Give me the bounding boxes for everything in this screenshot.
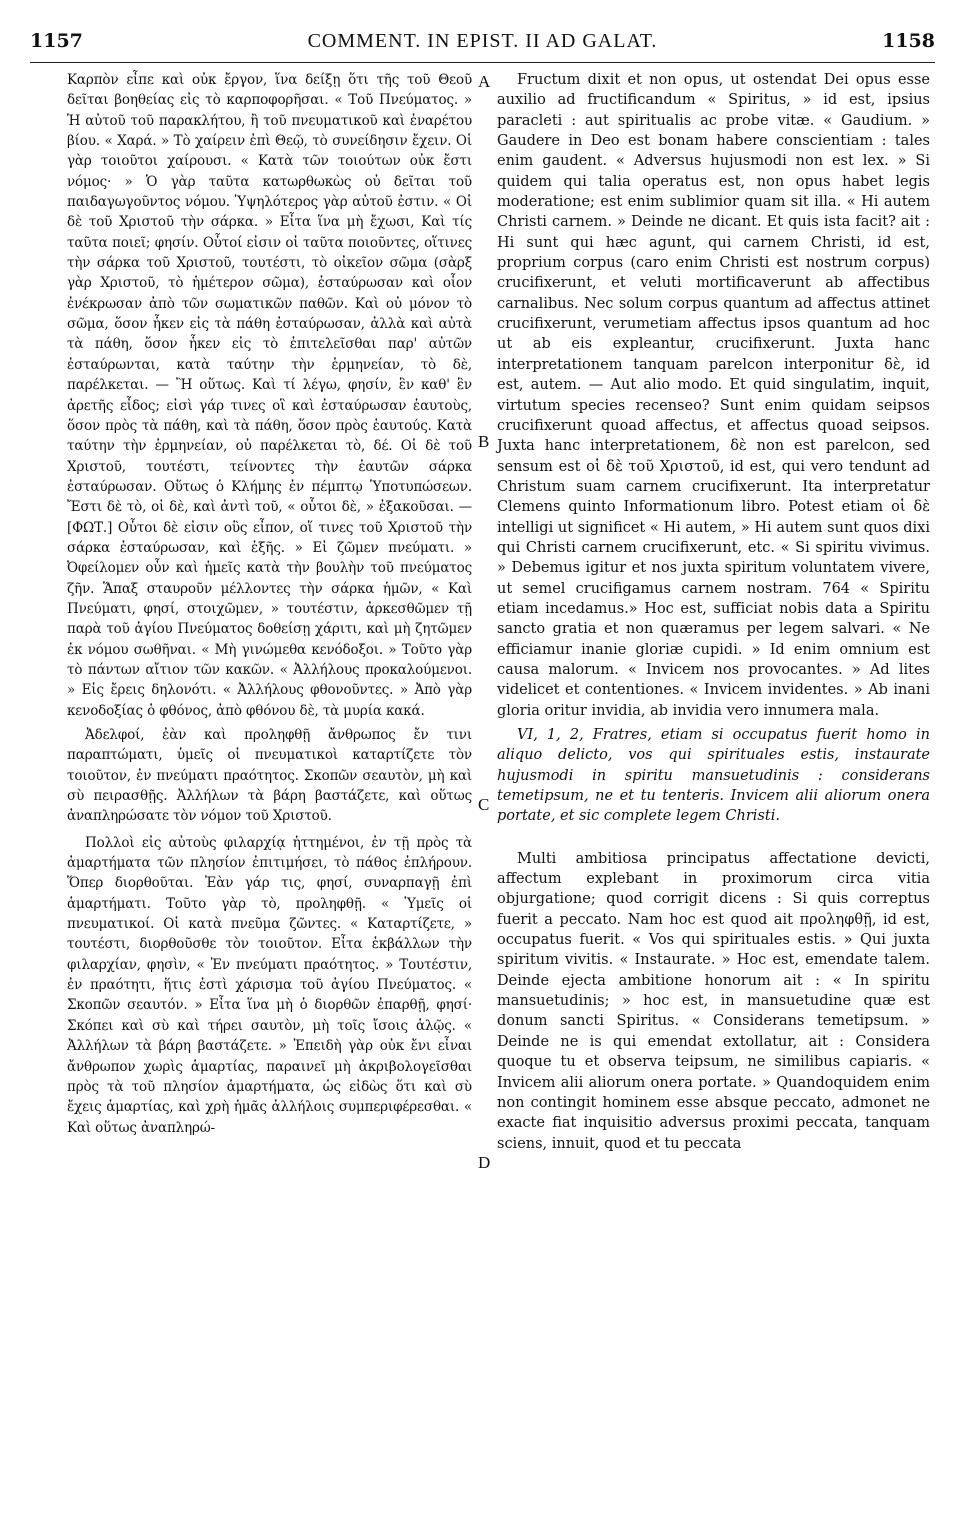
latin-column [497,70,930,1154]
latin-verse-text: VI, 1, 2, Fratres, etiam si occupatus fuerit homo in aliquo delicto, vos qui spirituales estis, instaurate hujusmodi in spiritu mansuetudinis : considerans temetipsum, ne et tu tenteris. Invicem alii aliorum onera portate, et sic complete legem Christi. [497,727,930,825]
header-rule [30,62,935,63]
greek-column [67,70,472,1138]
page-number-right: 1158 [882,30,935,52]
latin-paragraph-1: Fructum dixit et non opus, ut ostendat Dei opus esse auxilio ad fructificandum « Spiritus, » id est, ipsius paracleti : aut spiritualis ac probe vitæ. « Gaudium. » Gaudere in Deo est bonam habere conscientiam : tales enim gaudent. « Adversus hujusmodi non est lex. » Si quidem qui talia operatus est, non opus habet legis moderatione; est enim sublimior quam sit illa. « Hi autem Christi carnem. » Deinde ne dicant. Et quis ista facit? ait : Hi sunt qui hæc agunt, qui carnem Christi, id est, proprium corpus (caro enim Christi est nostrum corpus) crucifixerunt, et veluti mortificaverunt ab affectibus carnalibus. Nec solum corpus quantum ad affectus attinet crucifixerunt, verumetiam affectus ipsos quantum ad hoc ut ab eis expleantur, crucifixerunt. Juxta hanc interpretationem tanquam parelcon interponitur δὲ, id est, autem. — Aut alio modo. Et quid singulatim, inquit, virtutum species recenseo? Sunt enim quidam seipsos crucifixerunt quoad affectus, et affectus quoad seipsos. Juxta hanc interpretationem, δὲ non est parelcon, sed sensum est οἱ δὲ τοῦ Χριστοῦ, id est, qui vero tendunt ad Christum suam carnem crucifixerunt. Ita interpretatur Clemens quinto Informationum libro. Potest etiam οἱ δὲ intelligi ut significet « Hi autem, » Hi autem sunt quos dixi qui Christi carnem crucifixerunt, etc. « Si spiritu vivimus. » Debemus igitur et nos juxta spiritum voluntatem vivere, ut semel crucifigamus carnem nostram. 764 « Spiritu etiam incedamus.» Hoc est, sufficiat nobis data a Spiritu sancto gratia et non quæramus per legem salvari. « Ne efficiamur inanie gloriæ cupidi. » Id enim omnium est causa malorum. « Invicem nos provocantes. » Ad lites videlicet et contentiones. « Invicem invidentes. » Ab inani gloria oritur invidia, ab invidia vero innumera mala. [497,72,930,719]
margin-marker-d: D [478,1153,491,1172]
greek-paragraph-1: Καρπὸν εἶπε καὶ οὐκ ἔργον, ἵνα δείξῃ ὅτι τῆς τοῦ Θεοῦ δεῖται βοηθείας εἰς τὸ καρποφορῆσαι. « Τοῦ Πνεύματος. » Ἡ αὐτοῦ τοῦ παρακλήτου, ἢ τοῦ πνευματικοῦ καὶ ἐναρέτου βίου. « Χαρά. » Τὸ χαίρειν ἐπὶ Θεῷ, τὸ συνείδησιν ἔχειν. Οἱ γὰρ τοιοῦτοι χαίρουσι. « Κατὰ τῶν τοιούτων οὐκ ἔστι νόμος· » Ὁ γὰρ ταῦτα κατωρθωκὼς οὐ δεῖται τοῦ παιδαγωγοῦντος νόμου. Ὑψηλότερος γὰρ αὐτοῦ ἐστιν. « Οἱ δὲ τοῦ Χριστοῦ τὴν σάρκα. » Εἶτα ἵνα μὴ ἔχωσι, Καὶ τίς ταῦτα ποιεῖ; φησίν. Οὗτοί εἰσιν οἱ ταῦτα ποιοῦντες, οἵτινες τὴν σάρκα τοῦ Χριστοῦ, τουτέστι, τὸ οἰκεῖον σῶμα (σὰρξ γὰρ Χριστοῦ, τὸ ἡμέτερον σῶμα), ἐσταύρωσαν καὶ οἷον ἐνέκρωσαν ἀπὸ τῶν σωματικῶν παθῶν. Καὶ οὐ μόνον τὸ σῶμα, ὅσον ἧκεν εἰς τὰ πάθη ἐσταύρωσαν, ἀλλὰ καὶ αὐτὰ τὰ πάθη, ὅσον ἧκεν εἰς τὸ ἐπιτελεῖσθαι παρ' αὐτῶν ἐσταύρωνται, κατὰ ταύτην τὴν ἑρμηνείαν, τὸ δὲ, παρέλκεται. — Ἢ οὕτως. Καὶ τί λέγω, φησίν, ἓν καθ' ἓν ἀρετῆς εἶδος; εἰσὶ γάρ τινες οἳ καὶ ἐσταύρωσαν ἑαυτοὺς, ὅσον πρὸς τὰ πάθη, καὶ τὰ πάθη, ὅσον πρὸς ἑαυτούς. Κατὰ ταύτην τὴν ἑρμηνείαν, οὐ παρέλκεται τὸ, δέ. Οἱ δὲ τοῦ Χριστοῦ, τουτέστι, τείνοντες τὴν ἑαυτῶν σάρκα ἐσταύρωσαν. Οὕτως ὁ Κλήμης ἐν πέμπτῳ Ὑποτυπώσεων. Ἔστι δὲ τὸ, οἱ δὲ, καὶ ἀντὶ τοῦ, « οὗτοι δὲ, » ἐξακοῦσαι. — [ΦΩΤ.] Οὗτοι δὲ εἰσιν οὓς εἶπον, οἵ τινες τοῦ Χριστοῦ τὴν σάρκα ἐσταύρωσαν, καὶ ἑξῆς. » Εἰ ζῶμεν πνεύματι. » Ὀφείλομεν οὖν καὶ ἡμεῖς κατὰ τὴν βουλὴν τοῦ πνεύματος ζῆν. Ἅπαξ σταυροῦν μέλλοντες τὴν σάρκα ἡμῶν, « Καὶ Πνεύματι, φησί, στοιχῶμεν, » τουτέστιν, ἀρκεσθῶμεν τῇ παρὰ τοῦ ἁγίου Πνεύματος δοθείσῃ χάριτι, καὶ μὴ ζητῶμεν ἐκ νόμου σωθῆναι. « Μὴ γινώμεθα κενόδοξοι. » Τοῦτο γὰρ τὸ πάντων αἴτιον τῶν κακῶν. « Ἀλλήλους προκαλούμενοι. » Εἰς ἔρεις δηλονότι. « Ἀλλήλους φθονοῦντες. » Ἀπὸ γὰρ κενοδοξίας ὁ φθόνος, ἀπὸ φθόνου δὲ, τὰ μυρία κακά. [67,72,472,719]
margin-marker-a: A [478,72,491,91]
margin-marker-b: B [478,432,490,451]
page-number-left: 1157 [30,30,83,52]
page-header [30,30,935,60]
margin-marker-c: C [478,795,490,814]
running-title: COMMENT. IN EPIST. II AD GALAT. [307,30,658,52]
greek-verse-text: Ἀδελφοί, ἐὰν καὶ προληφθῇ ἄνθρωπος ἔν τινι παραπτώματι, ὑμεῖς οἱ πνευματικοὶ καταρτίζετε τὸν τοιοῦτον, ἐν πνεύματι πραότητος. Σκοπῶν σεαυτὸν, μὴ καὶ σὺ πειρασθῇς. Ἀλλήλων τὰ βάρη βαστάζετε, καὶ οὕτως ἀναπληρώσατε τὸν νόμον τοῦ Χριστοῦ. [67,727,472,825]
greek-paragraph-2: Πολλοὶ εἰς αὐτοὺς φιλαρχίᾳ ἡττημένοι, ἐν τῇ πρὸς τὰ ἁμαρτήματα τῶν πλησίον ἐπιτιμήσει, τὸ πάθος ἐπλήρουν. Ὅπερ διορθοῦται. Ἐὰν γάρ τις, φησί, συναρπαγῇ ἐπὶ ἁμαρτήματι. Τοῦτο γὰρ τὸ, προληφθῇ. « Ὑμεῖς οἱ πνευματικοί. Οἱ κατὰ πνεῦμα ζῶντες. « Καταρτίζετε, » τουτέστι, διορθοῦσθε τὸν τοιοῦτον. Εἶτα ἐκβάλλων τὴν φιλαρχίαν, φησὶν, « Ἐν πνεύματι πραότητος. » Τουτέστιν, ἐν πραότητι, ἥτις ἐστὶ χάρισμα τοῦ ἁγίου Πνεύματος. « Σκοπῶν σεαυτόν. » Εἶτα ἵνα μὴ ὁ διορθῶν ἐπαρθῇ, φησί· Σκόπει καὶ σὺ καὶ τήρει σαυτὸν, μὴ τοῖς ἴσοις ἁλῷς. « Ἀλλήλων τὰ βάρη βαστάζετε. » Ἐπειδὴ γὰρ οὐκ ἔνι εἶναι ἄνθρωπον χωρὶς ἁμαρτίας, παραινεῖ μὴ ἀκριβολογεῖσθαι πρὸς τὰ τοῦ πλησίον ἁμαρτήματα, ὡς εἰδὼς ὅτι καὶ σὺ ἔχεις ἁμαρτίας, καὶ χρὴ ἡμᾶς ἀλλήλοις συμπεριφέρεσθαι. « Καὶ οὕτως ἀναπληρώ- [67,834,472,1136]
latin-paragraph-2: Multi ambitiosa principatus affectatione devicti, affectum explebant in proximorum circa vitia objurgatione; quod corrigit dicens : Si quis correptus fuerit a peccato. Nam hoc est quod ait προληφθῇ, id est, occupatus fuerit. « Vos qui spirituales estis. » Qui juxta spiritum vivitis. « Instaurate. » Hoc est, emendate talem. Deinde ejecta ambitione honorum ait : « In spiritu mansuetudinis; » hoc est, in mansuetudine quæ est donum sancti Spiritus. « Considerans temetipsum. » Deinde ne is qui emendat extollatur, ait : Considera quoque tu et observa teipsum, ne similibus capiaris. « Invicem alii aliorum onera portate. » Quandoquidem enim non contingit hominem esse absque peccato, admonet ne exacte fiat inquisitio adversus proximi peccata, tanquam sciens, innuit, quod et tu peccata [497,850,930,1152]
